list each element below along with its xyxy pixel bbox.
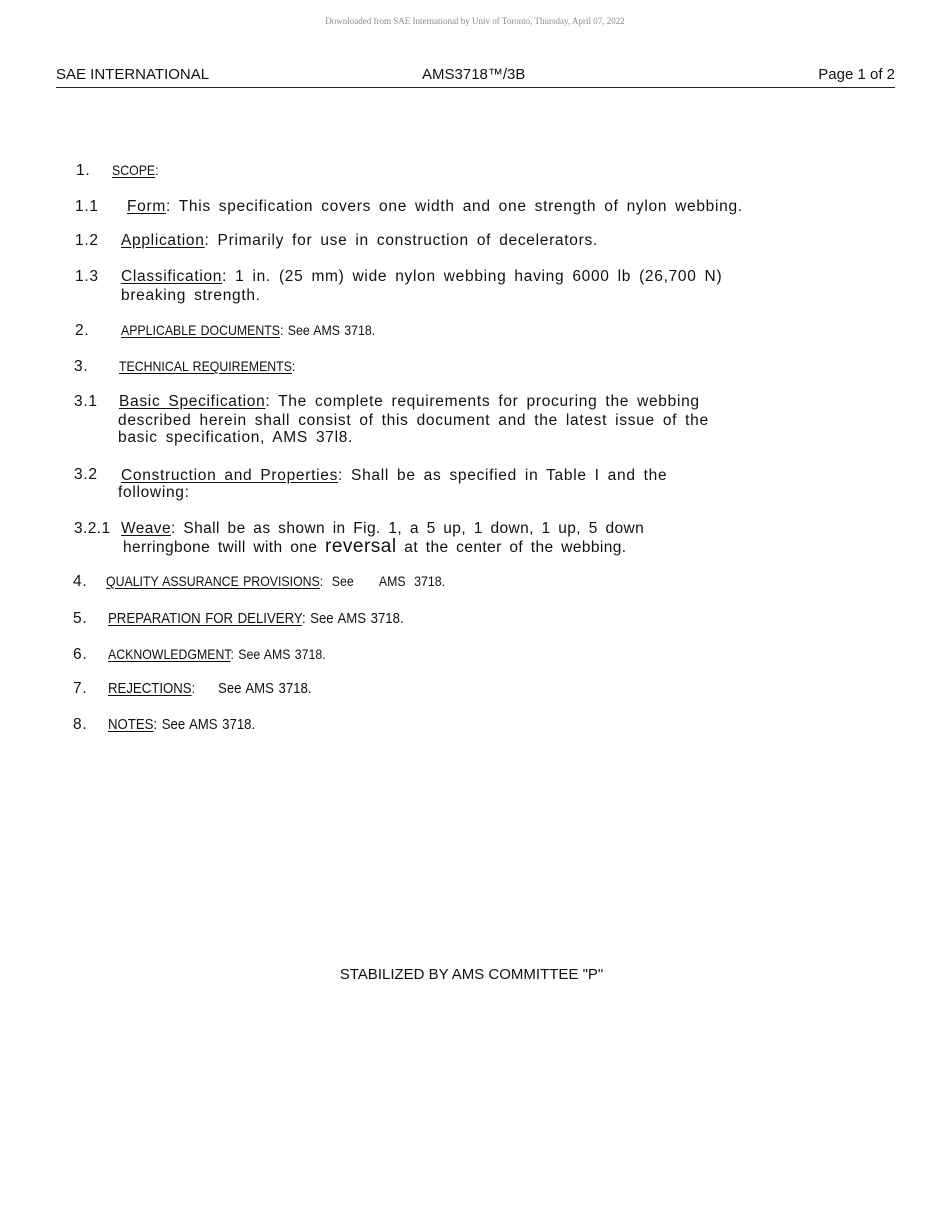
section-title: NOTES — [108, 716, 154, 733]
section-body: : 1 in. (25 mm) wide nylon webbing having 6000 lb (26,700 N) — [222, 268, 723, 285]
section-title: REJECTIONS — [108, 680, 192, 697]
section-text — [112, 162, 159, 178]
section-title: Construction and Properties — [121, 467, 339, 484]
section-body: : See AMS 3718. — [153, 716, 256, 733]
section-number: 1.2 — [75, 232, 99, 249]
header-page-number: Page 1 of 2 — [818, 66, 895, 83]
section-text — [121, 232, 598, 250]
section-number: 1.1 — [75, 198, 99, 215]
section-number: 3.1 — [74, 393, 98, 410]
header-doc-id: AMS3718™/3B — [422, 66, 526, 83]
section-title: Classification — [121, 268, 223, 285]
section-number: 1.3 — [75, 268, 99, 285]
section-number: 3.2 — [74, 466, 98, 483]
section-title: PREPARATION FOR DELIVERY — [108, 610, 302, 627]
section-text — [119, 358, 295, 374]
section-title: APPLICABLE DOCUMENTS — [121, 322, 281, 338]
section-text — [121, 322, 375, 338]
section-body-line-2 — [123, 536, 627, 558]
section-text — [106, 573, 445, 589]
section-body: : — [155, 162, 159, 178]
stabilized-note: STABILIZED BY AMS COMMITTEE "P" — [339, 966, 604, 983]
section-body: : Shall be as shown in Fig. 1, a 5 up, 1 down, 1 up, 5 down — [170, 520, 645, 537]
section-body: : This specification covers one width and one strength of nylon webbing. — [165, 198, 743, 215]
section-body-line-2-part: herringbone twill with one — [123, 539, 326, 556]
section-body-line-2: following: — [118, 484, 190, 501]
section-body-line-3: basic specification, AMS 37l8. — [118, 429, 354, 446]
section-text — [121, 467, 667, 485]
section-text — [108, 610, 404, 627]
section-number: 1. — [76, 162, 91, 179]
section-body: : See AMS 3718. — [191, 680, 312, 697]
section-title: Basic Specification — [119, 393, 266, 410]
section-title: SCOPE — [112, 162, 156, 178]
section-body-line-2: described herein shall consist of this document and the latest issue of the — [118, 412, 709, 429]
section-number: 3.2.1 — [74, 520, 111, 537]
section-body: : See AMS 3718. — [280, 322, 376, 338]
section-body: : Shall be as specified in Table I and the — [338, 467, 668, 484]
section-body: : See AMS 3718. — [301, 610, 404, 627]
section-number: 3. — [74, 358, 89, 375]
section-number: 2. — [75, 322, 90, 339]
header-org: SAE INTERNATIONAL — [56, 66, 210, 83]
section-text — [121, 268, 722, 286]
section-text — [108, 716, 255, 733]
section-title: QUALITY ASSURANCE PROVISIONS — [106, 573, 320, 589]
section-text — [108, 646, 326, 662]
section-number: 4. — [73, 573, 88, 590]
section-text — [127, 198, 743, 216]
section-text — [108, 680, 312, 697]
section-number: 7. — [73, 680, 88, 697]
section-number: 8. — [73, 716, 88, 733]
section-body: : — [291, 358, 296, 374]
section-number: 5. — [73, 610, 88, 627]
section-title: Application — [121, 232, 205, 249]
download-note: Downloaded from SAE International by Univ of Toronto, Thursday, April 07, 2022 — [325, 16, 625, 26]
section-title: Weave — [121, 520, 171, 537]
section-body-line-2-emphasis: reversal — [325, 536, 397, 557]
section-body-line-2: breaking strength. — [121, 287, 261, 304]
section-title: Form — [127, 198, 166, 215]
section-body: : The complete requirements for procuring the webbing — [265, 393, 700, 410]
section-title: ACKNOWLEDGMENT — [108, 646, 231, 662]
section-number: 6. — [73, 646, 88, 663]
section-body: : Primarily for use in construction of decelerators. — [204, 232, 598, 249]
section-body: : See AMS 3718. — [319, 573, 445, 589]
section-title: TECHNICAL REQUIREMENTS — [119, 358, 292, 374]
page-header — [56, 66, 895, 88]
section-body: : See AMS 3718. — [230, 646, 326, 662]
section-text — [119, 393, 700, 411]
section-body-line-2-part: at the center of the webbing. — [396, 539, 627, 556]
